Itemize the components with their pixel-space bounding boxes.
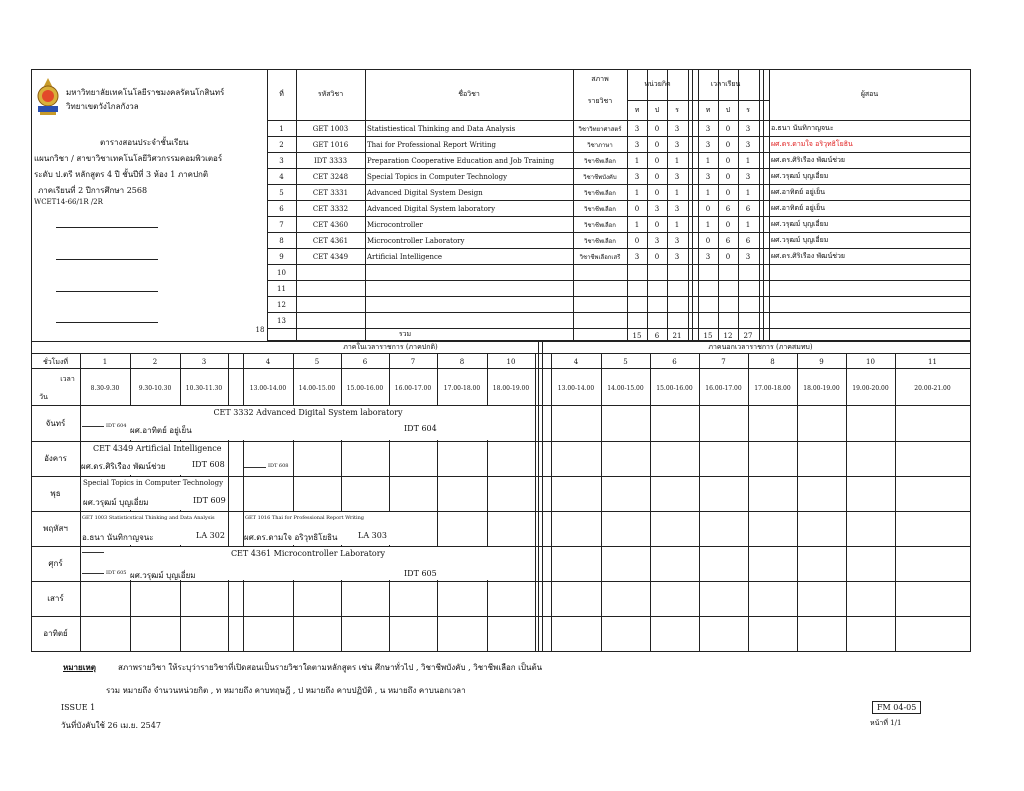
grid-line — [31, 616, 971, 617]
row-status: วิชาชีพบังคับ — [583, 173, 617, 181]
class-teacher: ผศ.ดร.ดามใจ อริวุทธิโยธิน — [244, 533, 338, 542]
header-status: สภาพ — [591, 74, 609, 83]
row-number: 3 — [674, 204, 680, 213]
class-teacher: ผศ.วรุฒม์ บุญเอี่ยม — [83, 498, 149, 507]
row-number — [738, 265, 758, 280]
total-number: 21 — [672, 332, 682, 340]
class-teacher: ผศ.อาทิตย์ อยู่เย็น — [130, 426, 192, 435]
time-slot: 20.00-21.00 — [914, 384, 951, 392]
row-teacher: ผศ.อาทิตย์ อยู่เย็น — [771, 188, 825, 196]
strike-mark — [82, 552, 104, 553]
time-slot: 14.00-15.00 — [298, 384, 336, 392]
row-code — [296, 281, 365, 296]
time-slot: 8.30-9.30 — [90, 384, 120, 392]
row-no: 2 — [279, 140, 284, 149]
level-info: ระดับ ป.ตรี หลักสูตร 4 ปี ชั้นปีที่ 3 ห้อง 1 ภาคปกติ — [34, 170, 209, 179]
day-label: อาทิตย์ — [43, 629, 68, 638]
row-number: 3 — [745, 140, 751, 149]
row-number: 0 — [725, 124, 731, 133]
class-room: IDT 604 — [404, 424, 437, 433]
row-number — [698, 297, 718, 312]
class-teacher: อ.ธนา นันทิกาญจนะ — [82, 533, 154, 542]
grid-line — [692, 69, 693, 341]
header-status: รายวิชา — [587, 96, 613, 105]
day-label: พุธ — [50, 489, 61, 498]
grid-line — [763, 69, 764, 341]
time-slot: 10.30-11.30 — [185, 384, 223, 392]
note-label: หมายเหตุ — [63, 662, 96, 672]
row-number: 3 — [674, 124, 680, 133]
row-number — [698, 281, 718, 296]
note-line-1: สภาพรายวิชา ให้ระบุว่ารายวิชาที่เปิดสอนเป็นรายวิชาใดตามหลักสูตร เช่น ศึกษาทั่วไป , วิชาชีพบังคับ , วิชาชีพเลือก เป็นต้น — [118, 663, 543, 672]
row-number: 0 — [705, 204, 711, 213]
row-number — [627, 297, 647, 312]
period-number: 6 — [362, 358, 368, 366]
strike-mark — [82, 573, 104, 574]
row-number: 3 — [674, 236, 680, 245]
grid-line — [31, 651, 971, 652]
time-label: เวลา — [60, 374, 75, 383]
row-number — [647, 265, 667, 280]
grid-line — [535, 353, 536, 651]
row-no: 7 — [279, 220, 284, 229]
class-title: GET 1016 Thai for Professional Report Writing — [245, 515, 365, 521]
period-number: 11 — [928, 358, 937, 366]
time-slot: 15.00-16.00 — [656, 384, 693, 392]
row-name: Special Topics in Computer Technology — [367, 172, 508, 181]
period-number: 3 — [201, 358, 207, 366]
row-number — [647, 281, 667, 296]
row-teacher: ผศ.ดร.ศิริเรือง พัฒน์ช่วย — [771, 252, 846, 260]
row-status — [573, 313, 627, 328]
row-number: 3 — [705, 252, 711, 261]
class-title: CET 4361 Microcontroller Laboratory — [230, 549, 386, 558]
total-number: 6 — [654, 332, 660, 340]
header-code: รหัสวิชา — [317, 89, 344, 98]
row-number: 0 — [725, 188, 731, 197]
signature-line — [56, 322, 158, 323]
row-number — [718, 265, 738, 280]
period-number: 8 — [459, 358, 465, 366]
row-number: 1 — [705, 188, 711, 197]
row-number — [647, 313, 667, 328]
period-number: 7 — [410, 358, 416, 366]
row-teacher: ผศ.อาทิตย์ อยู่เย็น — [771, 204, 825, 212]
row-number — [698, 313, 718, 328]
row-code: GET 1016 — [312, 140, 349, 149]
semester-info: ภาคเรียนที่ 2 ปีการศึกษา 2568 — [38, 186, 148, 195]
row-code: CET 3248 — [312, 172, 349, 181]
time-slot: 15.00-16.00 — [346, 384, 384, 392]
total-number: 15 — [703, 332, 713, 340]
row-number: 3 — [634, 140, 640, 149]
row-number: 1 — [745, 220, 751, 229]
row-number: 0 — [725, 172, 731, 181]
row-name: Statistiestical Thinking and Data Analysis — [367, 124, 516, 133]
period-number: 10 — [506, 358, 516, 366]
time-slot: 13.00-14.00 — [557, 384, 595, 392]
row-teacher: ผศ.ดร.ดามใจ อริวุทธิโยธิน — [771, 140, 853, 148]
row-no: 11 — [277, 284, 286, 293]
header-no: ที่ — [279, 89, 284, 98]
class-room-small: IDT 605 — [106, 570, 127, 576]
row-number: 0 — [654, 156, 660, 165]
row-status: วิชาชีพเลือก — [584, 221, 616, 229]
row-number: 0 — [705, 236, 711, 245]
row-no: 13 — [277, 316, 286, 325]
row-number: 3 — [634, 252, 640, 261]
row-number — [738, 281, 758, 296]
row-number — [667, 281, 687, 296]
row-number: 0 — [654, 252, 660, 261]
row-code: GET 1003 — [312, 124, 349, 133]
row-status: วิชาภาษา — [587, 141, 613, 149]
header-sub: ร — [746, 105, 750, 114]
class-room: LA 303 — [358, 531, 387, 540]
class-room: IDT 608 — [192, 460, 225, 469]
row-status: วิชาวิทยาศาสตร์ — [578, 125, 622, 133]
row-code: CET 3331 — [312, 188, 349, 197]
signature-line — [56, 227, 158, 228]
row-number — [627, 265, 647, 280]
campus-name: วิทยาเขตวังไกลกังวล — [66, 102, 139, 111]
total-label: รวม — [398, 329, 412, 338]
row-code — [296, 313, 365, 328]
row-no: 3 — [279, 156, 284, 165]
row-number — [718, 297, 738, 312]
row-number: 1 — [745, 156, 751, 165]
row-teacher — [771, 265, 970, 280]
row-number: 0 — [725, 252, 731, 261]
row-status: วิชาชีพเลือก — [584, 237, 616, 245]
row-number — [738, 313, 758, 328]
row-number: 3 — [674, 172, 680, 181]
note-line-2: รวม หมายถึง จำนวนหน่วยกิต , ท หมายถึง คาบทฤษฎี , ป หมายถึง คาบปฏิบัติ , น หมายถึง คาบนอกเวลา — [106, 686, 466, 695]
row-name — [367, 281, 573, 296]
header-sub: ท — [705, 105, 711, 114]
signature-line — [56, 259, 158, 260]
day-label: วัน — [39, 392, 48, 401]
class-room: IDT 605 — [404, 569, 437, 578]
period-label: ชั่วโมงที่ — [42, 357, 69, 366]
row-teacher: ผศ.วรุฒม์ บุญเอี่ยม — [771, 236, 829, 244]
row-status — [573, 297, 627, 312]
row-number: 3 — [705, 172, 711, 181]
row-number: 3 — [654, 236, 660, 245]
section-in-hours: ภาคในเวลาราชการ (ภาคปกติ) — [343, 342, 438, 351]
row-number: 0 — [654, 188, 660, 197]
row-number — [718, 281, 738, 296]
row-name: Artificial Intelligence — [367, 252, 443, 261]
time-slot: 17.00-18.00 — [754, 384, 791, 392]
period-number: 6 — [672, 358, 677, 366]
university-emblem-icon — [34, 76, 62, 116]
row-teacher: ผศ.วรุฒม์ บุญเอี่ยม — [771, 220, 829, 228]
class-title: CET 4349 Artificial Intelligence — [93, 444, 222, 453]
row-code — [296, 297, 365, 312]
grid-line — [538, 341, 539, 651]
row-status: วิชาชีพเลือก — [584, 205, 616, 213]
header-sub: ร — [675, 105, 679, 114]
row-number — [698, 265, 718, 280]
document-title: ตารางสอนประจำชั้นเรียน — [100, 138, 189, 147]
row-no: 4 — [279, 172, 284, 181]
header-sub: ป — [725, 105, 731, 114]
total-number: 27 — [743, 332, 753, 340]
row-no: 1 — [279, 124, 284, 133]
row-no: 9 — [279, 252, 284, 261]
period-number: 1 — [102, 358, 108, 366]
row-number: 3 — [674, 252, 680, 261]
row-number: 3 — [745, 252, 751, 261]
row-no: 6 — [279, 204, 284, 213]
row-number: 1 — [674, 188, 680, 197]
grid-line — [542, 341, 543, 651]
row-name — [367, 313, 573, 328]
row-no: 8 — [279, 236, 284, 245]
grid-line — [31, 353, 971, 354]
row-name — [367, 265, 573, 280]
row-status: วิชาชีพเลือก — [584, 157, 616, 165]
class-teacher: ผศ.ดร.ศิริเรือง พัฒน์ช่วย — [81, 462, 166, 471]
class-room: LA 302 — [196, 531, 225, 540]
period-number: 10 — [866, 358, 875, 366]
row-number: 0 — [654, 124, 660, 133]
day-label: อังคาร — [44, 454, 67, 463]
row-teacher — [771, 297, 970, 312]
row-number: 6 — [725, 236, 731, 245]
row-code — [296, 265, 365, 280]
grid-line — [228, 353, 229, 651]
period-number: 7 — [721, 358, 726, 366]
signature-line — [56, 291, 158, 292]
header-sub: ป — [654, 105, 660, 114]
class-teacher: ผศ.วรุฒม์ บุญเอี่ยม — [130, 571, 196, 580]
time-slot: 13.00-14.00 — [249, 384, 287, 392]
header-hours: เวลาเรียน — [710, 80, 741, 88]
row-name: Preparation Cooperative Education and Job Training — [367, 156, 555, 165]
row-teacher: ผศ.ดร.ศิริเรือง พัฒน์ช่วย — [771, 156, 846, 164]
row-number: 0 — [654, 140, 660, 149]
row-number: 6 — [745, 236, 751, 245]
row-number: 0 — [654, 220, 660, 229]
period-number: 4 — [573, 358, 579, 366]
row-name — [367, 297, 573, 312]
row-number: 1 — [674, 220, 680, 229]
period-number: 4 — [265, 358, 271, 366]
period-number: 5 — [623, 358, 628, 366]
row-status — [573, 281, 627, 296]
row-number — [667, 313, 687, 328]
row-name: Microcontroller Laboratory — [367, 236, 465, 245]
header-name: ชื่อวิชา — [458, 89, 480, 98]
row-teacher: ผศ.วรุฒม์ บุญเอี่ยม — [771, 172, 829, 180]
row-code: CET 4361 — [312, 236, 349, 245]
row-status: วิชาชีพเลือกเสรี — [579, 253, 621, 261]
day-label: เสาร์ — [47, 594, 64, 603]
header-credit: หน่วยกิต — [644, 80, 671, 88]
header-sub: ท — [634, 105, 640, 114]
university-name: มหาวิทยาลัยเทคโนโลยีราชมงคลรัตนโกสินทร์ — [66, 88, 225, 97]
row-number: 1 — [674, 156, 680, 165]
row-number: 1 — [705, 220, 711, 229]
time-slot: 14.00-15.00 — [607, 384, 644, 392]
row-code: CET 3332 — [312, 204, 349, 213]
row-number: 0 — [725, 220, 731, 229]
row-number: 3 — [745, 172, 751, 181]
row-number: 3 — [705, 140, 711, 149]
grid-line — [759, 69, 760, 341]
effective-date: วันที่บังคับใช้ 26 เม.ย. 2547 — [61, 721, 161, 730]
row-number: 0 — [725, 156, 731, 165]
time-slot: 19.00-20.00 — [852, 384, 889, 392]
time-slot: 17.00-18.00 — [443, 384, 481, 392]
period-number: 2 — [152, 358, 158, 366]
row-no: 12 — [277, 300, 286, 309]
department: แผนกวิชา / สาขาวิชาเทคโนโลยีวิศวกรรมคอมพิวเตอร์ — [34, 154, 223, 163]
row-number — [718, 313, 738, 328]
grid-line — [688, 69, 689, 341]
strike-mark — [82, 426, 104, 427]
row-code: CET 4349 — [312, 252, 349, 261]
row-number — [738, 297, 758, 312]
row-number — [667, 297, 687, 312]
row-number: 1 — [634, 156, 640, 165]
group-code: WCET14-66/1R /2R — [34, 198, 103, 206]
row-name: Thai for Professional Report Writing — [367, 140, 496, 149]
header-teacher: ผู้สอน — [860, 89, 879, 98]
row-no: 10 — [277, 268, 286, 277]
row-number: 0 — [654, 172, 660, 181]
total-number: 12 — [723, 332, 733, 340]
period-number: 5 — [314, 358, 320, 366]
row-number — [647, 297, 667, 312]
day-label: พฤหัสฯ — [43, 524, 68, 533]
row-no: 5 — [279, 188, 284, 197]
row-number: 0 — [634, 236, 640, 245]
row-number: 0 — [725, 140, 731, 149]
row-number: 3 — [634, 124, 640, 133]
class-room: IDT 609 — [193, 496, 226, 505]
time-slot: 16.00-17.00 — [394, 384, 432, 392]
day-label: ศุกร์ — [48, 559, 63, 568]
period-number: 9 — [819, 358, 824, 366]
total-number: 15 — [632, 332, 642, 340]
grid-line — [31, 368, 971, 369]
period-number: 8 — [770, 358, 775, 366]
row-number — [627, 281, 647, 296]
row-number: 3 — [654, 204, 660, 213]
row-number: 6 — [745, 204, 751, 213]
row-teacher — [771, 313, 970, 328]
row-number: 1 — [634, 188, 640, 197]
row-number — [667, 265, 687, 280]
row-name: Advanced Digital System laboratory — [367, 204, 496, 213]
row-number: 3 — [745, 124, 751, 133]
time-slot: 18.00-19.00 — [492, 384, 530, 392]
row-code: CET 4360 — [312, 220, 349, 229]
row-number: 3 — [705, 124, 711, 133]
day-label: จันทร์ — [45, 418, 66, 428]
class-title: GET 1003 Statisticstical Thinking and Data Analysis — [82, 515, 215, 521]
row-name: Advanced Digital System Design — [367, 188, 483, 197]
section-out-hours: ภาคนอกเวลาราชการ (ภาคสมทบ) — [708, 342, 813, 351]
time-slot: 9.30-10.30 — [138, 384, 172, 392]
row-number: 1 — [745, 188, 751, 197]
row-name: Microcontroller — [367, 220, 423, 229]
row-number: 3 — [634, 172, 640, 181]
row-number: 0 — [634, 204, 640, 213]
strike-mark — [244, 467, 266, 468]
class-room-small: IDT 604 — [106, 423, 127, 429]
form-code: FM 04-05 — [872, 701, 921, 714]
class-title: CET 3332 Advanced Digital System laboratory — [213, 408, 403, 417]
row-number: 1 — [705, 156, 711, 165]
row-status — [573, 265, 627, 280]
row-number: 6 — [725, 204, 731, 213]
total-left: 18 — [255, 326, 265, 334]
row-number — [627, 313, 647, 328]
row-teacher — [771, 281, 970, 296]
issue-number: ISSUE 1 — [61, 703, 96, 712]
row-status: วิชาชีพเลือก — [584, 189, 616, 197]
time-slot: 18.00-19.00 — [803, 384, 840, 392]
row-number: 3 — [674, 140, 680, 149]
row-code: IDT 3333 — [313, 156, 348, 165]
class-room-small: IDT 608 — [268, 463, 289, 469]
class-title: Special Topics in Computer Technology — [83, 479, 224, 487]
row-teacher: อ.ธนา นันทิกาญจนะ — [771, 124, 834, 132]
row-number: 1 — [634, 220, 640, 229]
time-slot: 16.00-17.00 — [705, 384, 742, 392]
page-number: หน้าที่ 1/1 — [870, 719, 902, 727]
